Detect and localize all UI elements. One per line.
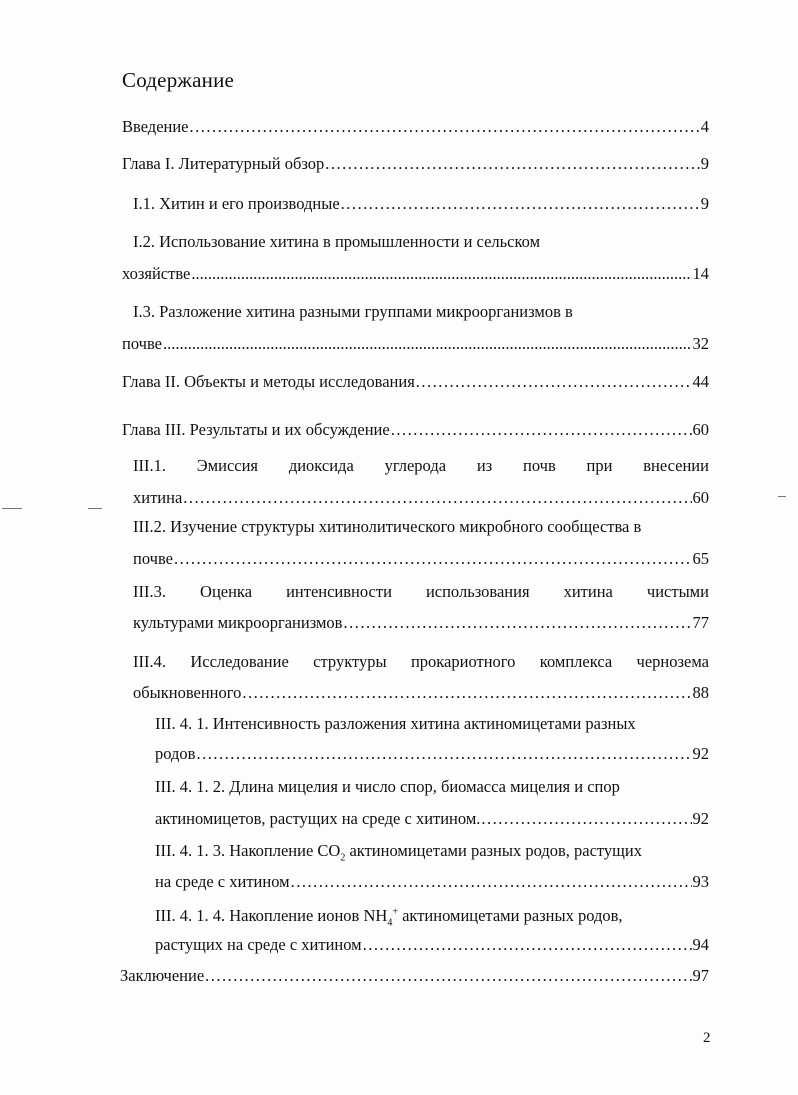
toc-entry-label: Заключение — [120, 966, 205, 985]
page-title: Содержание — [122, 68, 235, 92]
toc-leader-dots — [191, 264, 691, 284]
toc-text: III. 4. 1. 4. Накопление ионов NH — [155, 906, 388, 925]
toc-word: III.4. — [133, 652, 166, 671]
toc-entry-chapter-2[interactable] — [122, 372, 709, 392]
toc-entry-section-3-4[interactable] — [133, 683, 709, 703]
toc-word: углерода — [384, 456, 447, 475]
toc-word: хитина — [563, 582, 613, 601]
toc-leader-dots — [242, 683, 691, 703]
toc-leader-dots — [416, 372, 692, 392]
toc-entry-label: хитина — [133, 488, 183, 507]
toc-word: при — [586, 456, 613, 475]
toc-page-number: 9 — [700, 154, 709, 173]
toc-page-number: 77 — [692, 613, 709, 632]
toc-leader-dots — [196, 744, 691, 764]
toc-page-number: 88 — [692, 683, 709, 702]
toc-entry-label: Глава II. Объекты и методы исследования — [122, 372, 415, 391]
toc-entry-section-1-2-line1[interactable]: I.2. Использование хитина в промышленности и сельском — [133, 232, 541, 251]
toc-entry-label: растущих на среде с хитином — [155, 935, 362, 954]
toc-entry-label: хозяйстве — [122, 264, 191, 283]
toc-leader-dots — [341, 194, 700, 214]
toc-leader-dots — [205, 966, 691, 986]
toc-page-number: 60 — [692, 488, 709, 507]
toc-page-number: 60 — [692, 420, 709, 439]
toc-word: структуры — [313, 652, 387, 671]
toc-word: Эмиссия — [196, 456, 259, 475]
toc-entry-section-1-1[interactable] — [133, 194, 709, 214]
toc-entry-conclusion[interactable] — [120, 966, 709, 986]
toc-page-number: 14 — [692, 264, 709, 283]
toc-word: интенсивности — [286, 582, 392, 601]
toc-word: почв — [523, 456, 556, 475]
toc-entry-section-1-3-line1[interactable]: I.3. Разложение хитина разными группами микроорганизмов в — [133, 302, 573, 321]
toc-entry-label: I.1. Хитин и его производные — [133, 194, 340, 213]
toc-text: III. 4. 1. 3. Накопление CO — [155, 841, 341, 860]
toc-page-number: 93 — [692, 872, 709, 891]
page-number: 2 — [703, 1030, 711, 1046]
toc-entry-section-1-3[interactable] — [122, 334, 709, 354]
toc-entry-section-3-1[interactable] — [133, 488, 709, 508]
toc-entry-label: почве — [133, 549, 173, 568]
toc-word: из — [476, 456, 493, 475]
toc-page-number: 94 — [692, 935, 709, 954]
subscript: 2 — [340, 852, 346, 864]
toc-entry-label: Глава I. Литературный обзор — [122, 154, 325, 173]
toc-entry-label: почве — [122, 334, 162, 353]
toc-text: актиномицетами разных родов, — [397, 906, 623, 925]
toc-page-number: 97 — [692, 966, 709, 985]
toc-word: чернозема — [636, 652, 709, 671]
toc-word: диоксида — [288, 456, 354, 475]
toc-entry-section-3-4-line1[interactable] — [133, 652, 709, 672]
toc-entry-label: культурами микроорганизмов — [133, 613, 343, 632]
toc-leader-dots — [363, 935, 692, 955]
scan-artifact-line — [2, 508, 22, 509]
toc-entry-chapter-3[interactable] — [122, 420, 709, 440]
toc-entry-label: на среде с хитином — [155, 872, 290, 891]
toc-page-number: 4 — [700, 117, 709, 136]
toc-entry-section-3-3-line1[interactable] — [133, 582, 709, 602]
toc-entry-label: родов — [155, 744, 196, 763]
toc-page-number: 92 — [692, 744, 709, 763]
toc-leader-dots — [291, 872, 692, 892]
toc-leader-dots — [343, 613, 691, 633]
superscript: + — [392, 906, 398, 918]
toc-leader-dots — [174, 549, 692, 569]
toc-entry-section-3-4-1-line1[interactable]: III. 4. 1. Интенсивность разложения хитина актиномицетами разных — [155, 714, 636, 733]
toc-leader-dots — [481, 809, 691, 829]
scan-artifact-line — [88, 508, 102, 509]
toc-entry-label: актиномицетов, растущих на среде с хитином. — [155, 809, 481, 828]
toc-leader-dots — [325, 154, 699, 174]
toc-entry-section-3-3[interactable] — [133, 613, 709, 633]
toc-word: Оценка — [200, 582, 253, 601]
toc-page-number: 9 — [700, 194, 709, 213]
toc-entry-chapter-1[interactable] — [122, 154, 709, 174]
toc-entry-section-1-2[interactable] — [122, 264, 709, 284]
toc-entry-section-3-2[interactable] — [133, 549, 709, 569]
toc-word: III.1. — [133, 456, 166, 475]
toc-word: прокариотного — [410, 652, 516, 671]
toc-entry-section-3-4-1[interactable] — [155, 744, 709, 764]
toc-word: внесении — [643, 456, 709, 475]
toc-entry-section-3-4-1-2-line1[interactable]: III. 4. 1. 2. Длина мицелия и число спор, биомасса мицелия и спор — [155, 777, 620, 796]
subscript: 4 — [387, 917, 393, 929]
toc-leader-dots — [183, 488, 691, 508]
toc-leader-dots — [190, 117, 700, 137]
toc-entry-section-3-4-1-3[interactable] — [155, 872, 709, 892]
toc-entry-section-3-4-1-4-line1[interactable] — [155, 906, 623, 929]
toc-word: комплекса — [539, 652, 613, 671]
toc-entry-label: Глава III. Результаты и их обсуждение — [122, 420, 390, 439]
toc-entry-section-3-4-1-3-line1[interactable] — [155, 841, 642, 864]
toc-entry-section-3-4-1-4[interactable] — [155, 935, 709, 955]
toc-leader-dots — [163, 334, 692, 354]
toc-page-number: 44 — [692, 372, 709, 391]
toc-word: Исследование — [190, 652, 289, 671]
toc-entry-label: обыкновенного — [133, 683, 242, 702]
toc-page-number: 92 — [692, 809, 709, 828]
toc-entry-introduction[interactable] — [122, 117, 709, 137]
toc-entry-section-3-2-line1[interactable]: III.2. Изучение структуры хитинолитического микробного сообщества в — [133, 517, 642, 536]
toc-entry-section-3-4-1-2[interactable] — [155, 809, 709, 829]
toc-page-number: 32 — [692, 334, 709, 353]
toc-leader-dots — [391, 420, 692, 440]
toc-word: чистыми — [646, 582, 709, 601]
toc-page-number: 65 — [692, 549, 709, 568]
scan-artifact-line — [778, 496, 786, 497]
toc-entry-section-3-1-line1[interactable] — [133, 456, 709, 476]
toc-word: использования — [425, 582, 530, 601]
toc-word: III.3. — [133, 582, 166, 601]
toc-text: актиномицетами разных родов, растущих — [345, 841, 642, 860]
toc-entry-label: Введение — [122, 117, 189, 136]
